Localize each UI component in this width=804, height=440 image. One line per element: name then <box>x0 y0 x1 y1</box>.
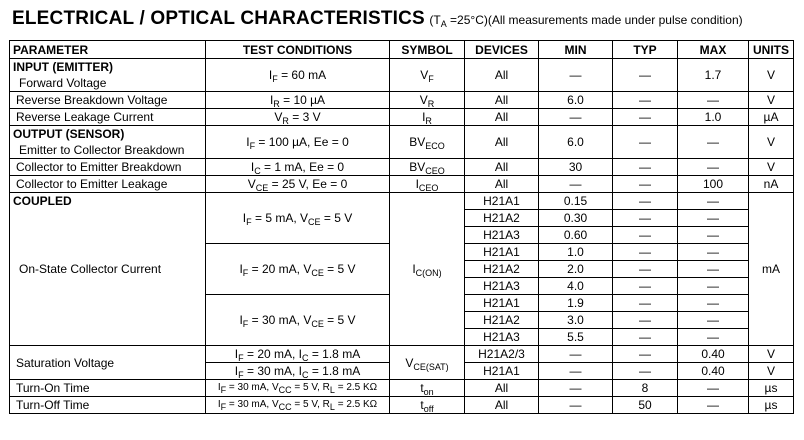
table-cell: — <box>613 109 678 126</box>
table-cell: 1.0 <box>539 244 613 261</box>
table-cell: $BV_{CEO}$ <box>390 159 465 176</box>
page-title <box>12 8 743 36</box>
table-cell: — <box>539 346 613 363</box>
table-cell: $I_F = 30$ mA, $I_C = 1.8$ mA <box>206 363 390 380</box>
on-state-label: On-State Collector Current <box>19 262 162 276</box>
header-row <box>10 41 794 59</box>
table-cell: 2.0 <box>539 261 613 278</box>
table-cell: — <box>613 346 678 363</box>
header-devices: DEVICES <box>465 41 539 59</box>
characteristics-table <box>9 40 794 414</box>
ec-breakdown-param: OUTPUT (SENSOR) Emitter to Collector Breakdown <box>10 126 206 159</box>
table-cell: — <box>678 278 749 295</box>
table-cell: — <box>613 261 678 278</box>
table-cell: 0.60 <box>539 227 613 244</box>
table-cell: $V_F$ <box>390 59 465 92</box>
table-cell: H21A2/3 <box>465 346 539 363</box>
table-cell: — <box>678 227 749 244</box>
table-row <box>10 380 794 397</box>
table-cell: H21A3 <box>465 278 539 295</box>
table-row <box>10 193 794 210</box>
table-cell: µs <box>749 380 794 397</box>
table-cell: 30 <box>539 159 613 176</box>
section-output: OUTPUT (SENSOR) <box>13 127 125 141</box>
table-cell: $I_F = 100$ µA, Ee = 0 <box>206 126 390 159</box>
table-row <box>10 159 794 176</box>
header-symbol: SYMBOL <box>390 41 465 59</box>
table-cell: 1.7 <box>678 59 749 92</box>
table-cell: — <box>539 59 613 92</box>
table-cell: µA <box>749 109 794 126</box>
table-cell: 6.0 <box>539 126 613 159</box>
table-cell: All <box>465 92 539 109</box>
table-cell: 3.0 <box>539 312 613 329</box>
table-cell: — <box>613 126 678 159</box>
table-cell: 5.5 <box>539 329 613 346</box>
table-cell: 4.0 <box>539 278 613 295</box>
table-cell: — <box>678 312 749 329</box>
table-cell: $I_{CEO}$ <box>390 176 465 193</box>
table-cell: $I_R$ <box>390 109 465 126</box>
table-cell: Turn-On Time <box>10 380 206 397</box>
section-input: INPUT (EMITTER) <box>13 60 113 74</box>
saturation-symbol: $V_{CE(SAT)}$ <box>390 346 465 380</box>
header-test-conditions: TEST CONDITIONS <box>206 41 390 59</box>
table-cell: All <box>465 159 539 176</box>
table-cell: — <box>613 92 678 109</box>
title-conditions: $(T_A =25^\circ C)(All$ measurements made under pulse condition) <box>429 13 743 29</box>
table-cell: 1.9 <box>539 295 613 312</box>
table-cell: V <box>749 159 794 176</box>
table-cell: Turn-Off Time <box>10 397 206 414</box>
table-cell: — <box>539 176 613 193</box>
table-cell: — <box>678 295 749 312</box>
saturation-param: Saturation Voltage <box>10 346 206 380</box>
table-cell: H21A1 <box>465 193 539 210</box>
table-cell: 8 <box>613 380 678 397</box>
table-cell: — <box>613 363 678 380</box>
table-cell: — <box>678 210 749 227</box>
table-cell: — <box>539 363 613 380</box>
table-cell: All <box>465 176 539 193</box>
table-cell: — <box>678 397 749 414</box>
table-cell: All <box>465 397 539 414</box>
table-row <box>10 126 794 159</box>
table-cell: H21A1 <box>465 244 539 261</box>
table-cell: All <box>465 380 539 397</box>
table-cell: — <box>539 380 613 397</box>
table-cell: $I_C = 1$ mA, Ee = 0 <box>206 159 390 176</box>
table-cell: 0.40 <box>678 363 749 380</box>
table-cell: H21A3 <box>465 329 539 346</box>
on-state-cond-1: $I_F = 5$ mA, $V_{CE} = 5$ V <box>206 193 390 244</box>
table-cell: All <box>465 126 539 159</box>
table-cell: 6.0 <box>539 92 613 109</box>
table-cell: Reverse Leakage Current <box>10 109 206 126</box>
table-row <box>10 59 794 92</box>
table-cell: — <box>613 244 678 261</box>
on-state-cond-2: $I_F = 20$ mA, $V_{CE} = 5$ V <box>206 244 390 295</box>
table-cell: H21A2 <box>465 261 539 278</box>
table-cell: nA <box>749 176 794 193</box>
table-row <box>10 92 794 109</box>
table-cell: — <box>678 329 749 346</box>
table-cell: V <box>749 126 794 159</box>
on-state-unit: mA <box>749 193 794 346</box>
header-max: MAX <box>678 41 749 59</box>
table-row <box>10 397 794 414</box>
table-cell: 1.0 <box>678 109 749 126</box>
table-row <box>10 176 794 193</box>
table-cell: Collector to Emitter Breakdown <box>10 159 206 176</box>
table-cell: 0.15 <box>539 193 613 210</box>
table-cell: V <box>749 346 794 363</box>
table-cell: Reverse Breakdown Voltage <box>10 92 206 109</box>
table-cell: H21A2 <box>465 312 539 329</box>
table-cell: 100 <box>678 176 749 193</box>
table-cell: — <box>613 278 678 295</box>
table-cell: $I_F = 20$ mA, $I_C = 1.8$ mA <box>206 346 390 363</box>
table-cell: — <box>678 380 749 397</box>
table-cell: 0.30 <box>539 210 613 227</box>
table-cell: — <box>678 193 749 210</box>
table-cell: H21A1 <box>465 295 539 312</box>
table-cell: 0.40 <box>678 346 749 363</box>
forward-voltage-param: INPUT (EMITTER) Forward Voltage <box>10 59 206 92</box>
table-cell: — <box>613 210 678 227</box>
table-cell: $BV_{ECO}$ <box>390 126 465 159</box>
table-cell: — <box>613 159 678 176</box>
on-state-param-cell <box>10 193 206 346</box>
table-cell: — <box>613 193 678 210</box>
header-typ: TYP <box>613 41 678 59</box>
table-cell: — <box>678 126 749 159</box>
table-cell: — <box>678 261 749 278</box>
on-state-symbol: $I_{C(ON)}$ <box>390 193 465 346</box>
header-parameter: PARAMETER <box>10 41 206 59</box>
table-row <box>10 346 794 363</box>
table-cell: $V_R = 3$ V <box>206 109 390 126</box>
table-cell: $I_F = 30$ mA, $V_{CC} = 5$ V, $R_L = 2.5$ KΩ <box>206 380 390 397</box>
table-cell: $I_F = 60$ mA <box>206 59 390 92</box>
table-cell: V <box>749 363 794 380</box>
table-cell: $V_{CE} = 25$ V, Ee = 0 <box>206 176 390 193</box>
table-cell: µs <box>749 397 794 414</box>
table-cell: All <box>465 59 539 92</box>
table-cell: H21A1 <box>465 363 539 380</box>
table-cell: — <box>613 227 678 244</box>
on-state-cond-3: $I_F = 30$ mA, $V_{CE} = 5$ V <box>206 295 390 346</box>
section-coupled: COUPLED <box>13 194 72 208</box>
table-cell: — <box>539 397 613 414</box>
table-cell: — <box>613 59 678 92</box>
table-row <box>10 109 794 126</box>
table-cell: $t_{off}$ <box>390 397 465 414</box>
table-cell: All <box>465 109 539 126</box>
table-cell: $t_{on}$ <box>390 380 465 397</box>
table-cell: Collector to Emitter Leakage <box>10 176 206 193</box>
header-units: UNITS <box>749 41 794 59</box>
table-cell: 50 <box>613 397 678 414</box>
table-cell: — <box>539 109 613 126</box>
table-cell: — <box>678 92 749 109</box>
table-cell: $I_R = 10$ µA <box>206 92 390 109</box>
table-cell: H21A3 <box>465 227 539 244</box>
table-cell: — <box>678 159 749 176</box>
table-cell: — <box>613 329 678 346</box>
table-cell: H21A2 <box>465 210 539 227</box>
table-cell: — <box>613 295 678 312</box>
table-cell: — <box>613 176 678 193</box>
table-cell: V <box>749 59 794 92</box>
table-cell: V <box>749 92 794 109</box>
table-cell: $V_R$ <box>390 92 465 109</box>
table-cell: — <box>613 312 678 329</box>
table-cell: — <box>678 244 749 261</box>
title-main: ELECTRICAL / OPTICAL CHARACTERISTICS <box>12 8 425 29</box>
table-cell: $I_F = 30$ mA, $V_{CC} = 5$ V, $R_L = 2.5$ KΩ <box>206 397 390 414</box>
header-min: MIN <box>539 41 613 59</box>
